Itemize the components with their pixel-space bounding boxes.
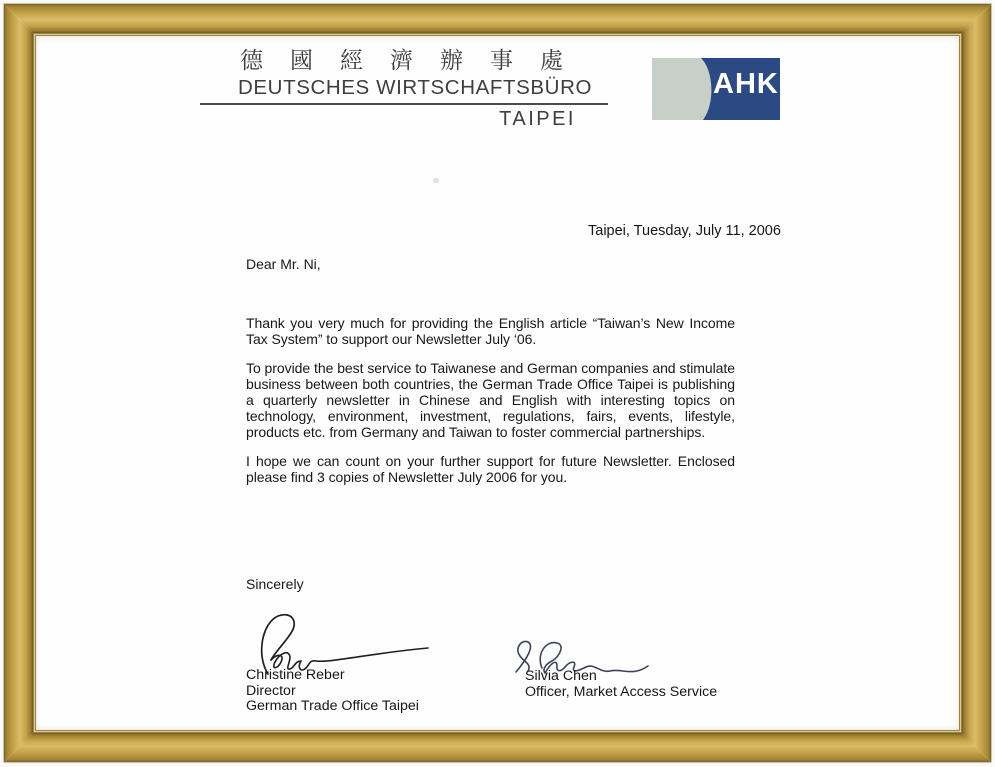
letterhead-organization: DEUTSCHES WIRTSCHAFTSBÜRO [238,76,593,99]
frame-left-bar [4,4,36,762]
frame-bottom-bar [4,730,991,762]
signatory-block-2 [525,669,717,700]
frame-right-bar [959,4,991,762]
frame-top-bar [4,4,991,36]
salutation: Dear Mr. Ni, [246,256,321,272]
signatory-title: Officer, Market Access Service [525,683,718,700]
signatory-block-1 [246,668,419,715]
ahk-logo [652,58,780,120]
picture-frame [4,4,991,762]
scan-speck [433,178,439,183]
signatory-organization: German Trade Office Taipei [246,698,419,715]
paragraph-1: Thank you very much for providing the English article “Taiwan’s New Income Tax System” to support our Newsletter July ‘06. [246,315,735,347]
signatory-title: Director [246,682,296,699]
letterhead-city: TAIPEI [499,108,576,130]
signatory-name: Christine Reber [246,667,345,683]
letter-paper [36,36,959,730]
letterhead-chinese: 德國經濟辦事處 [240,48,590,74]
letterhead-rule [200,103,608,105]
closing: Sincerely [246,576,304,592]
date-line: Taipei, Tuesday, July 11, 2006 [588,223,781,239]
signatory-name: Silvia Chen [525,668,597,684]
paragraph-3: I hope we can count on your further support for future Newsletter. Enclosed please find 3 copies of Newsletter July 2006 for you. [246,453,735,485]
ahk-logo-text: AHK [713,68,779,100]
paragraph-2: To provide the best service to Taiwanese and German companies and stimulate business between both countries, the German Trade Office Taipei is publishing a quarterly newsletter in Chinese and English with interesting topics on technology, environment, investment, regulations, fairs, events, lifestyle, products etc. from Germany and Taiwan to foster commercial partnerships. [246,360,735,440]
